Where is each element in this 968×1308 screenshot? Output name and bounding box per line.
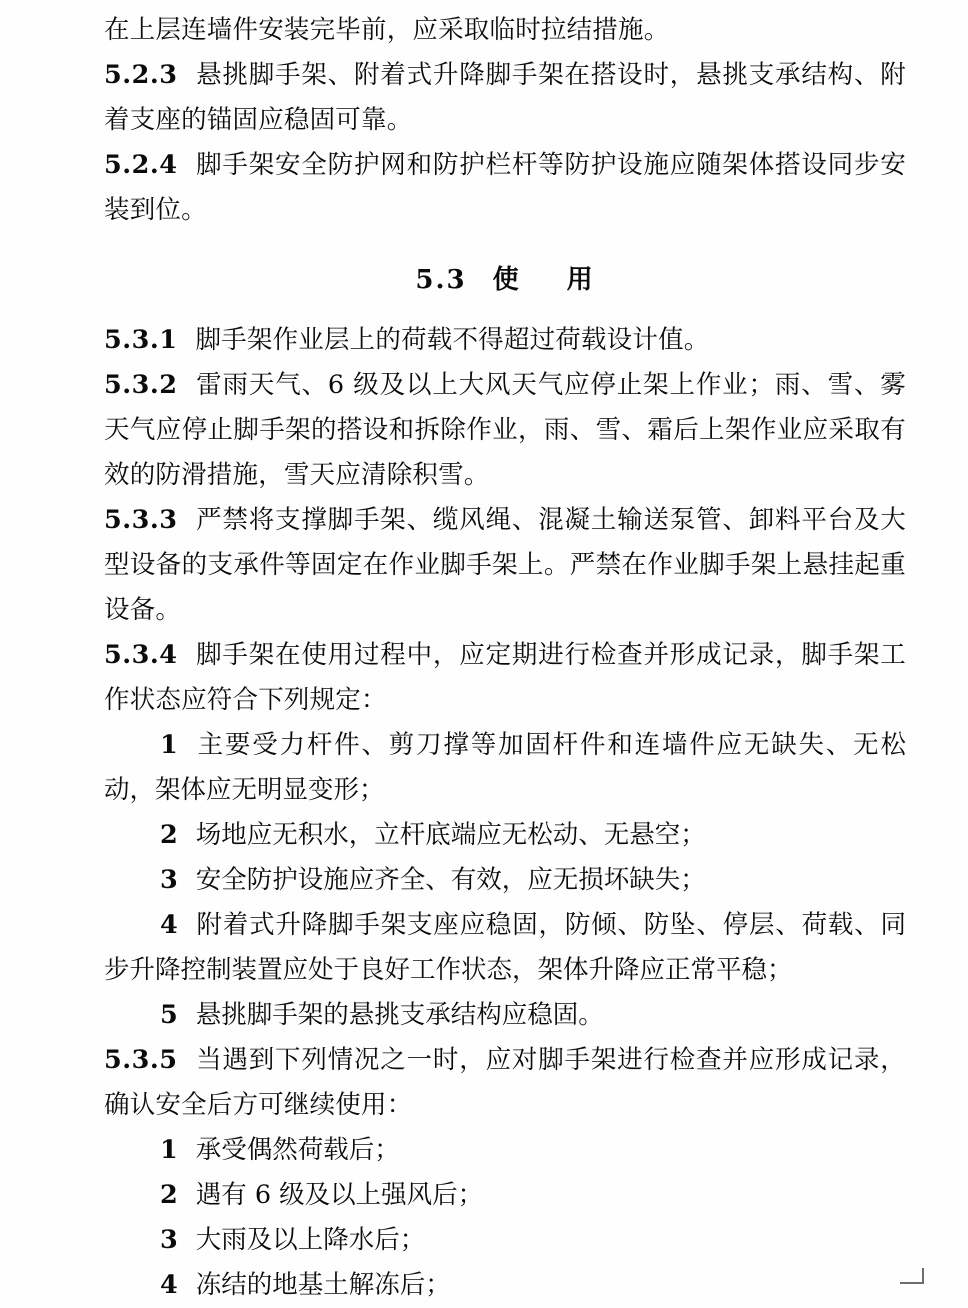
- list-item-number: 1: [160, 730, 178, 760]
- list-item-number: 3: [160, 865, 178, 895]
- list-item-text: 遇有 6 级及以上强风后；: [195, 1180, 484, 1210]
- clause-number: 5.2.3: [104, 60, 178, 90]
- clause-text: 脚手架在使用过程中，应定期进行检查并形成记录，脚手架工作状态应符合下列规定：: [104, 640, 906, 715]
- list-item-number: 3: [160, 1225, 178, 1255]
- clause-text: 脚手架安全防护网和防护栏杆等防护设施应随架体搭设同步安装到位。: [104, 150, 906, 225]
- clause-text: 脚手架作业层上的荷载不得超过荷载设计值。: [195, 325, 710, 355]
- clause-text: 雷雨天气、6 级及以上大风天气应停止架上作业；雨、雪、雾天气应停止脚手架的搭设和拆除作业，雨、雪、霜后上架作业应采取有效的防滑措施，雪天应清除积雪。: [104, 370, 906, 490]
- list-item-number: 4: [160, 910, 178, 940]
- clause-text: 悬挑脚手架、附着式升降脚手架在搭设时，悬挑支承结构、附着支座的锚固应稳固可靠。: [104, 60, 906, 135]
- section-title-char-2: 用: [566, 265, 595, 295]
- list-item: [104, 723, 906, 813]
- list-item-text: 冻结的地基土解冻后；: [195, 1270, 451, 1300]
- clause-number: 5.3.3: [104, 505, 178, 535]
- clause-5-3-3: [104, 498, 906, 633]
- list-item-text: 附着式升降脚手架支座应稳固，防倾、防坠、停层、荷载、同步升降控制装置应处于良好工作状态，架体升降应正常平稳；: [104, 910, 906, 985]
- clause-number: 5.3.1: [104, 325, 178, 355]
- clause-5-3-2: [104, 363, 906, 498]
- list-item-text: 场地应无积水，立杆底端应无松动、无悬空；: [195, 820, 706, 850]
- clause-5-2-4: [104, 143, 906, 233]
- clause-5-3-5: [104, 1038, 906, 1128]
- section-heading: [104, 259, 906, 296]
- clause-5-2-3: [104, 53, 906, 143]
- clause-5-3-4: [104, 633, 906, 723]
- list-item: [104, 903, 906, 993]
- list-item-text: 大雨及以上降水后；: [195, 1225, 426, 1255]
- list-item-text: 安全防护设施应齐全、有效，应无损坏缺失；: [195, 865, 706, 895]
- list-item-number: 2: [160, 820, 178, 850]
- list-item: [104, 858, 906, 903]
- section-title-char-1: 使: [492, 265, 521, 295]
- list-item: [104, 1173, 906, 1218]
- clause-text: 严禁将支撑脚手架、缆风绳、混凝土输送泵管、卸料平台及大型设备的支承件等固定在作业脚手架上。严禁在作业脚手架上悬挂起重设备。: [104, 505, 906, 625]
- section-number: 5.3: [415, 265, 467, 295]
- list-item: [104, 1218, 906, 1263]
- page-corner-mark: [894, 1262, 924, 1284]
- list-item: [104, 1263, 906, 1308]
- clause-number: 5.3.5: [104, 1045, 178, 1075]
- list-item-number: 5: [160, 1000, 178, 1030]
- list-item-number: 2: [160, 1180, 178, 1210]
- clause-number: 5.3.4: [104, 640, 178, 670]
- paragraph-continuation: 在上层连墙件安装完毕前，应采取临时拉结措施。: [104, 15, 670, 45]
- clause-number: 5.3.2: [104, 370, 178, 400]
- list-item-text: 承受偶然荷载后；: [195, 1135, 400, 1165]
- clause-number: 5.2.4: [104, 150, 178, 180]
- clause-5-3-1: [104, 318, 906, 363]
- list-item-number: 4: [160, 1270, 178, 1300]
- clause-text: 当遇到下列情况之一时，应对脚手架进行检查并应形成记录，确认安全后方可继续使用：: [104, 1045, 906, 1120]
- list-item: [104, 993, 906, 1038]
- list-item: [104, 813, 906, 858]
- list-item-text: 主要受力杆件、剪刀撑等加固杆件和连墙件应无缺失、无松动，架体应无明显变形；: [104, 730, 906, 805]
- list-item: [104, 1128, 906, 1173]
- list-item-text: 悬挑脚手架的悬挑支承结构应稳固。: [195, 1000, 604, 1030]
- list-item-number: 1: [160, 1135, 178, 1165]
